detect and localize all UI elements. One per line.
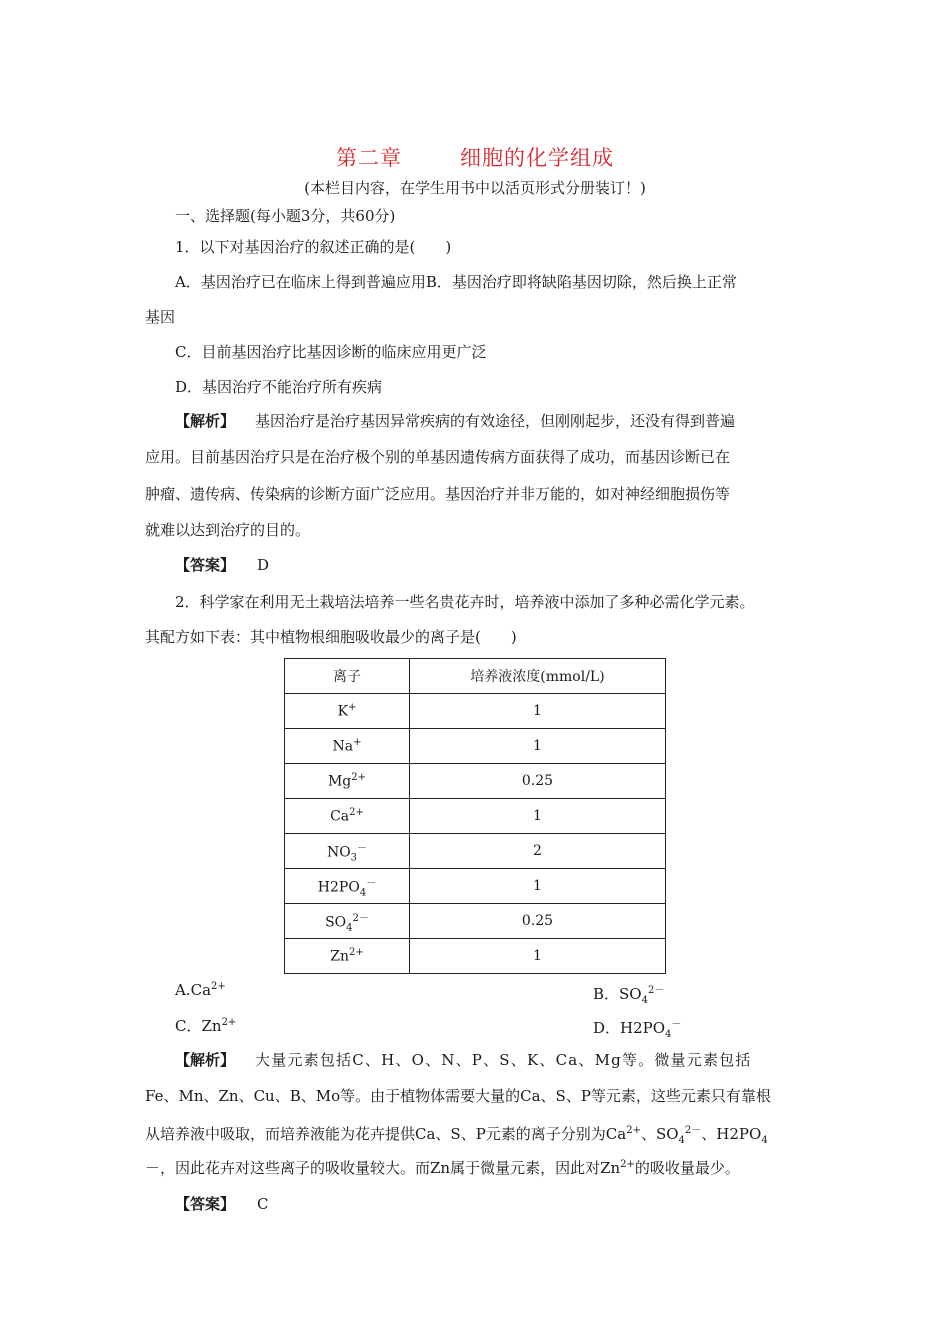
q2-stem-line1: 2．科学家在利用无土栽培法培养一些名贵花卉时，培养液中添加了多种必需化学元素。 bbox=[175, 593, 755, 611]
table-header-concentration: 培养液浓度(mmol/L) bbox=[410, 659, 666, 694]
ion-concentration-table bbox=[284, 658, 666, 974]
value-cell: 2 bbox=[410, 834, 666, 869]
q1-option-b-cont: 基因 bbox=[145, 308, 176, 326]
q2-answer bbox=[175, 1193, 269, 1214]
value-cell: 1 bbox=[410, 694, 666, 729]
q2-answer-label: 【答案】 bbox=[175, 1195, 236, 1213]
q1-answer-value: D bbox=[257, 556, 270, 574]
table-row bbox=[285, 764, 666, 799]
ion-cell: $Zn^{2+}$ bbox=[285, 939, 410, 974]
ion-cell: Na+ bbox=[285, 729, 410, 764]
value-cell: 1 bbox=[410, 729, 666, 764]
q2-analysis-line4: －，因此花卉对这些离子的吸收量较大。而Zn属于微量元素，因此对$Zn^{2+}$的吸收量最少。 bbox=[145, 1159, 740, 1177]
q1-analysis-label: 【解析】 bbox=[175, 412, 236, 430]
q1-option-c: C．目前基因治疗比基因诊断的临床应用更广泛 bbox=[175, 343, 487, 361]
section-heading: 一、选择题(每小题3分，共60分) bbox=[175, 207, 396, 225]
q2-analysis-label: 【解析】 bbox=[175, 1051, 236, 1069]
chapter-title bbox=[0, 142, 950, 172]
table-row bbox=[285, 869, 666, 904]
ion-cell: $SO_4^{2-}$ bbox=[285, 904, 410, 939]
ion-cell: $H2PO_4^-$ bbox=[285, 869, 410, 904]
q1-stem: 1．以下对基因治疗的叙述正确的是( ) bbox=[175, 238, 452, 256]
table-row bbox=[285, 904, 666, 939]
ion-cell: $NO_3^-$ bbox=[285, 834, 410, 869]
q2-analysis-text1: 大量元素包括C、H、O、N、P、S、K、Ca、Mg等。微量元素包括 bbox=[255, 1051, 752, 1069]
q2-analysis-line1 bbox=[175, 1049, 752, 1070]
q1-analysis-line1 bbox=[175, 410, 735, 431]
table-header-row bbox=[285, 659, 666, 694]
q1-answer bbox=[175, 554, 269, 575]
q2-answer-value: C bbox=[257, 1195, 269, 1213]
q1-option-d: D．基因治疗不能治疗所有疾病 bbox=[175, 378, 383, 396]
q2-option-d: D．$H2PO_4^-$ bbox=[593, 1019, 682, 1040]
q1-analysis-line2: 应用。目前基因治疗只是在治疗极个别的单基因遗传病方面获得了成功，而基因诊断已在 bbox=[145, 448, 731, 466]
q2-option-a: $A.Ca^{2+}$ bbox=[175, 981, 226, 999]
table-row bbox=[285, 729, 666, 764]
subtitle-note: (本栏目内容，在学生用书中以活页形式分册装订！) bbox=[304, 179, 646, 197]
chapter-name: 细胞的化学组成 bbox=[460, 146, 614, 170]
ion-cell: $Ca^{2+}$ bbox=[285, 799, 410, 834]
table-header-ion: 离子 bbox=[285, 659, 410, 694]
table-row bbox=[285, 694, 666, 729]
q2-option-c: C．$Zn^{2+}$ bbox=[175, 1017, 237, 1035]
value-cell: 0.25 bbox=[410, 904, 666, 939]
q1-answer-label: 【答案】 bbox=[175, 556, 236, 574]
table-row bbox=[285, 834, 666, 869]
value-cell: 1 bbox=[410, 799, 666, 834]
chapter-number: 第二章 bbox=[336, 146, 402, 170]
q2-option-b: B．$SO_4^{2-}$ bbox=[593, 985, 665, 1006]
ion-cell: $Mg^{2+}$ bbox=[285, 764, 410, 799]
q1-analysis-text1: 基因治疗是治疗基因异常疾病的有效途径，但刚刚起步，还没有得到普遍 bbox=[255, 412, 736, 430]
value-cell: 1 bbox=[410, 869, 666, 904]
q1-options-ab: A．基因治疗已在临床上得到普遍应用B．基因治疗即将缺陷基因切除，然后换上正常 bbox=[175, 273, 737, 291]
q2-analysis-line3: 从培养液中吸取，而培养液能为花卉提供Ca、S、P元素的离子分别为$Ca^{2+}$、$SO_4^{2-}$、$H2PO_4$ bbox=[145, 1125, 768, 1146]
value-cell: 0.25 bbox=[410, 764, 666, 799]
table-row bbox=[285, 939, 666, 974]
q2-stem-line2: 其配方如下表：其中植物根细胞吸收最少的离子是( ) bbox=[145, 628, 517, 646]
ion-cell: K+ bbox=[285, 694, 410, 729]
q1-analysis-line4: 就难以达到治疗的目的。 bbox=[145, 521, 311, 539]
value-cell: 1 bbox=[410, 939, 666, 974]
q1-analysis-line3: 肿瘤、遗传病、传染病的诊断方面广泛应用。基因治疗并非万能的，如对神经细胞损伤等 bbox=[145, 485, 731, 503]
q2-analysis-line2: Fe、Mn、Zn、Cu、B、Mo等。由于植物体需要大量的Ca、S、P等元素，这些元素只有靠根 bbox=[145, 1087, 771, 1105]
table-row bbox=[285, 799, 666, 834]
